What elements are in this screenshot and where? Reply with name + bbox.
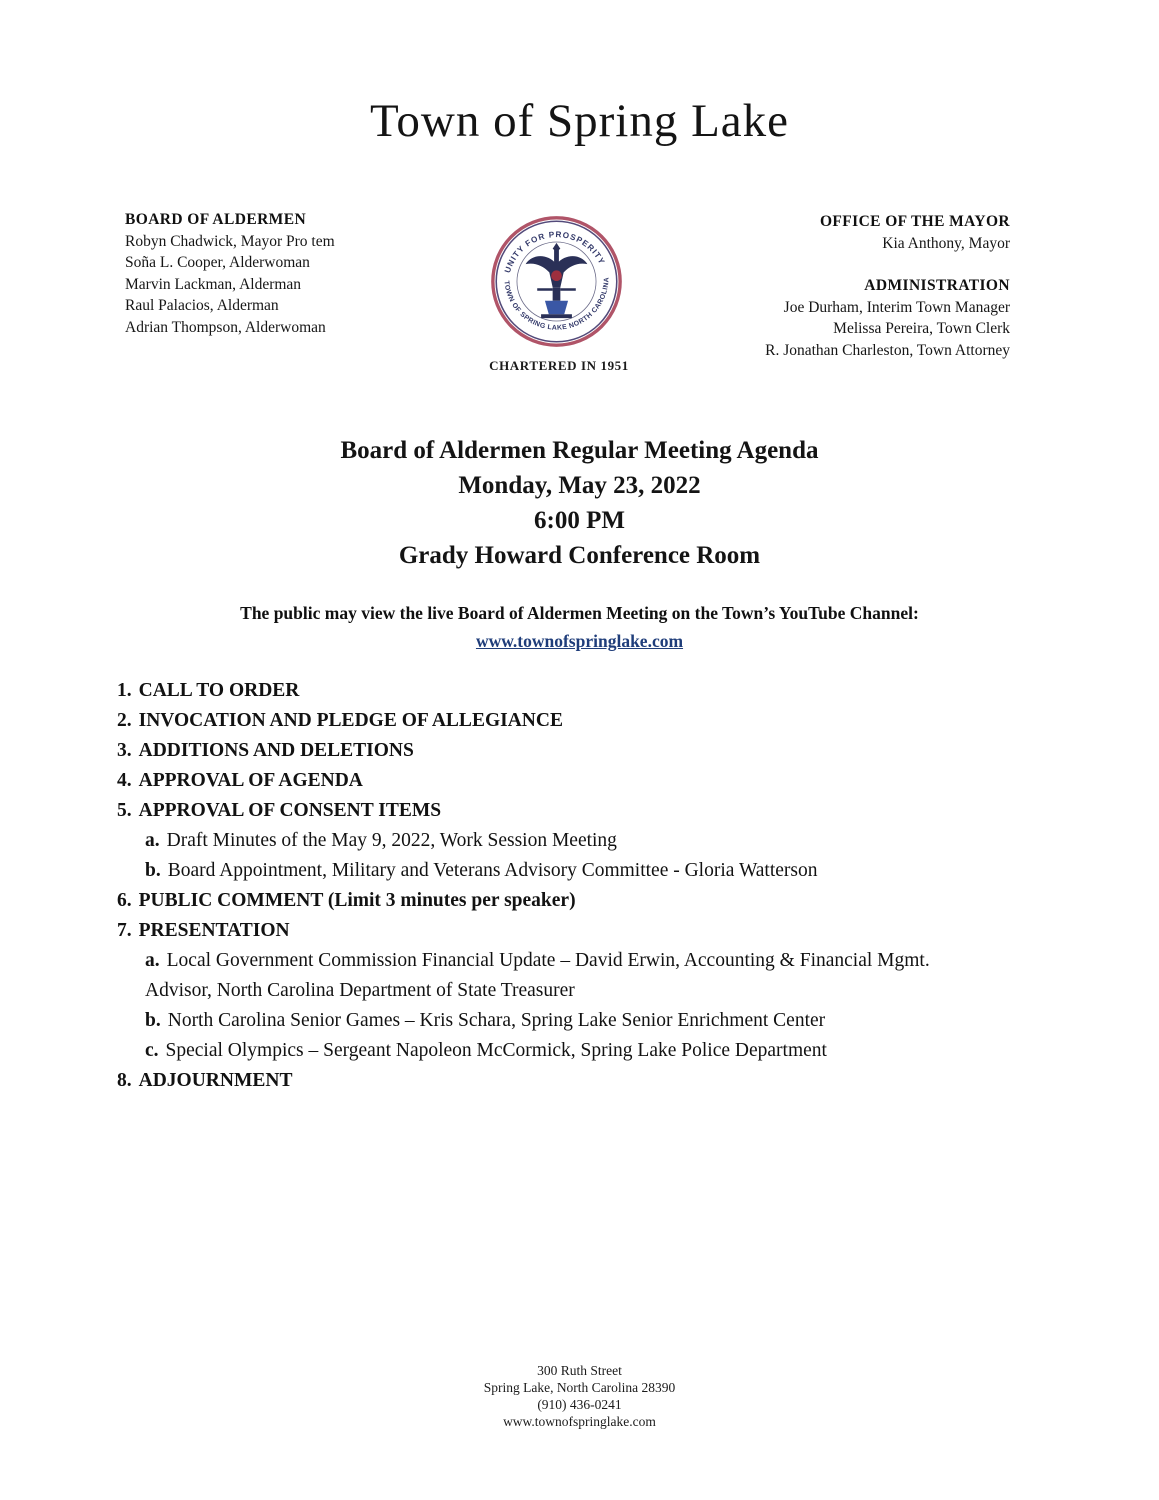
- town-seal-icon: [489, 214, 624, 349]
- eagle-icon: [526, 243, 588, 318]
- svg-text:TOWN OF SPRING LAKE NORTH CARO: TOWN OF SPRING LAKE NORTH CAROLINA: [502, 276, 611, 332]
- agenda-item-6: 6. PUBLIC COMMENT (Limit 3 minutes per speaker): [117, 890, 576, 911]
- meeting-location: Grady Howard Conference Room: [398, 542, 761, 569]
- agenda-item-7b: b. North Carolina Senior Games – Kris Schara, Spring Lake Senior Enrichment Center: [145, 1010, 826, 1031]
- mayor-line: Kia Anthony, Mayor: [882, 234, 1010, 252]
- footer-phone: (910) 436-0241: [537, 1397, 622, 1412]
- footer-website: www.townofspringlake.com: [503, 1414, 656, 1429]
- agenda-item-1: 1. CALL TO ORDER: [117, 680, 300, 701]
- administration-heading: ADMINISTRATION: [864, 277, 1010, 294]
- agenda-item-5: 5. APPROVAL OF CONSENT ITEMS: [117, 800, 442, 821]
- agenda-item-2: 2. INVOCATION AND PLEDGE OF ALLEGIANCE: [117, 710, 563, 731]
- page-title: Town of Spring Lake: [369, 95, 790, 147]
- footer-street: 300 Ruth Street: [537, 1363, 622, 1378]
- admin-line: Melissa Pereira, Town Clerk: [833, 320, 1010, 337]
- footer-address-block: [0, 1362, 1159, 1430]
- board-of-aldermen-block: [125, 209, 485, 338]
- agenda-item-4: 4. APPROVAL OF AGENDA: [117, 770, 363, 791]
- svg-text:UNITY FOR PROSPERITY: UNITY FOR PROSPERITY: [503, 230, 607, 275]
- agenda-item-5a: a. Draft Minutes of the May 9, 2022, Work Session Meeting: [145, 830, 617, 851]
- notice-text: The public may view the live Board of Aldermen Meeting on the Town’s YouTube Channel:: [240, 603, 919, 623]
- board-member: Adrian Thompson, Alderwoman: [125, 318, 326, 336]
- mayor-heading: OFFICE OF THE MAYOR: [819, 213, 1010, 230]
- town-seal: [489, 214, 624, 349]
- town-website-link[interactable]: www.townofspringlake.com: [475, 631, 684, 651]
- spacer: [660, 254, 1010, 275]
- public-notice: [0, 603, 1159, 652]
- board-member: Marvin Lackman, Alderman: [125, 275, 302, 293]
- agenda-item-7c: c. Special Olympics – Sergeant Napoleon McCormick, Spring Lake Police Department: [145, 1040, 827, 1061]
- footer-city: Spring Lake, North Carolina 28390: [483, 1380, 676, 1395]
- meeting-time: 6:00 PM: [534, 507, 625, 534]
- board-member: Raul Palacios, Alderman: [125, 297, 279, 314]
- agenda-item-5b: b. Board Appointment, Military and Veterans Advisory Committee - Gloria Watterson: [145, 860, 818, 881]
- board-heading: BOARD OF ALDERMEN: [125, 211, 307, 228]
- agenda-list: [117, 676, 969, 1096]
- agenda-item-3: 3. ADDITIONS AND DELETIONS: [117, 740, 414, 761]
- admin-line: Joe Durham, Interim Town Manager: [783, 298, 1010, 316]
- board-member: Robyn Chadwick, Mayor Pro tem: [125, 232, 335, 250]
- meeting-date: Monday, May 23, 2022: [458, 472, 701, 499]
- seal-caption: CHARTERED IN 1951: [489, 358, 629, 373]
- agenda-item-7a: a. Local Government Commission Financial Update – David Erwin, Accounting & Financial Mgmt. Advisor, North Carolina Department of State Treasurer: [145, 950, 930, 1001]
- admin-line: R. Jonathan Charleston, Town Attorney: [765, 341, 1010, 359]
- agenda-item-8: 8. ADJOURNMENT: [117, 1070, 293, 1091]
- agenda-item-7: 7. PRESENTATION: [117, 920, 290, 941]
- meeting-heading: [0, 433, 1159, 573]
- meeting-title: Board of Aldermen Regular Meeting Agenda: [340, 437, 819, 464]
- mayor-administration-block: [660, 211, 1010, 361]
- board-member: Soña L. Cooper, Alderwoman: [125, 254, 310, 271]
